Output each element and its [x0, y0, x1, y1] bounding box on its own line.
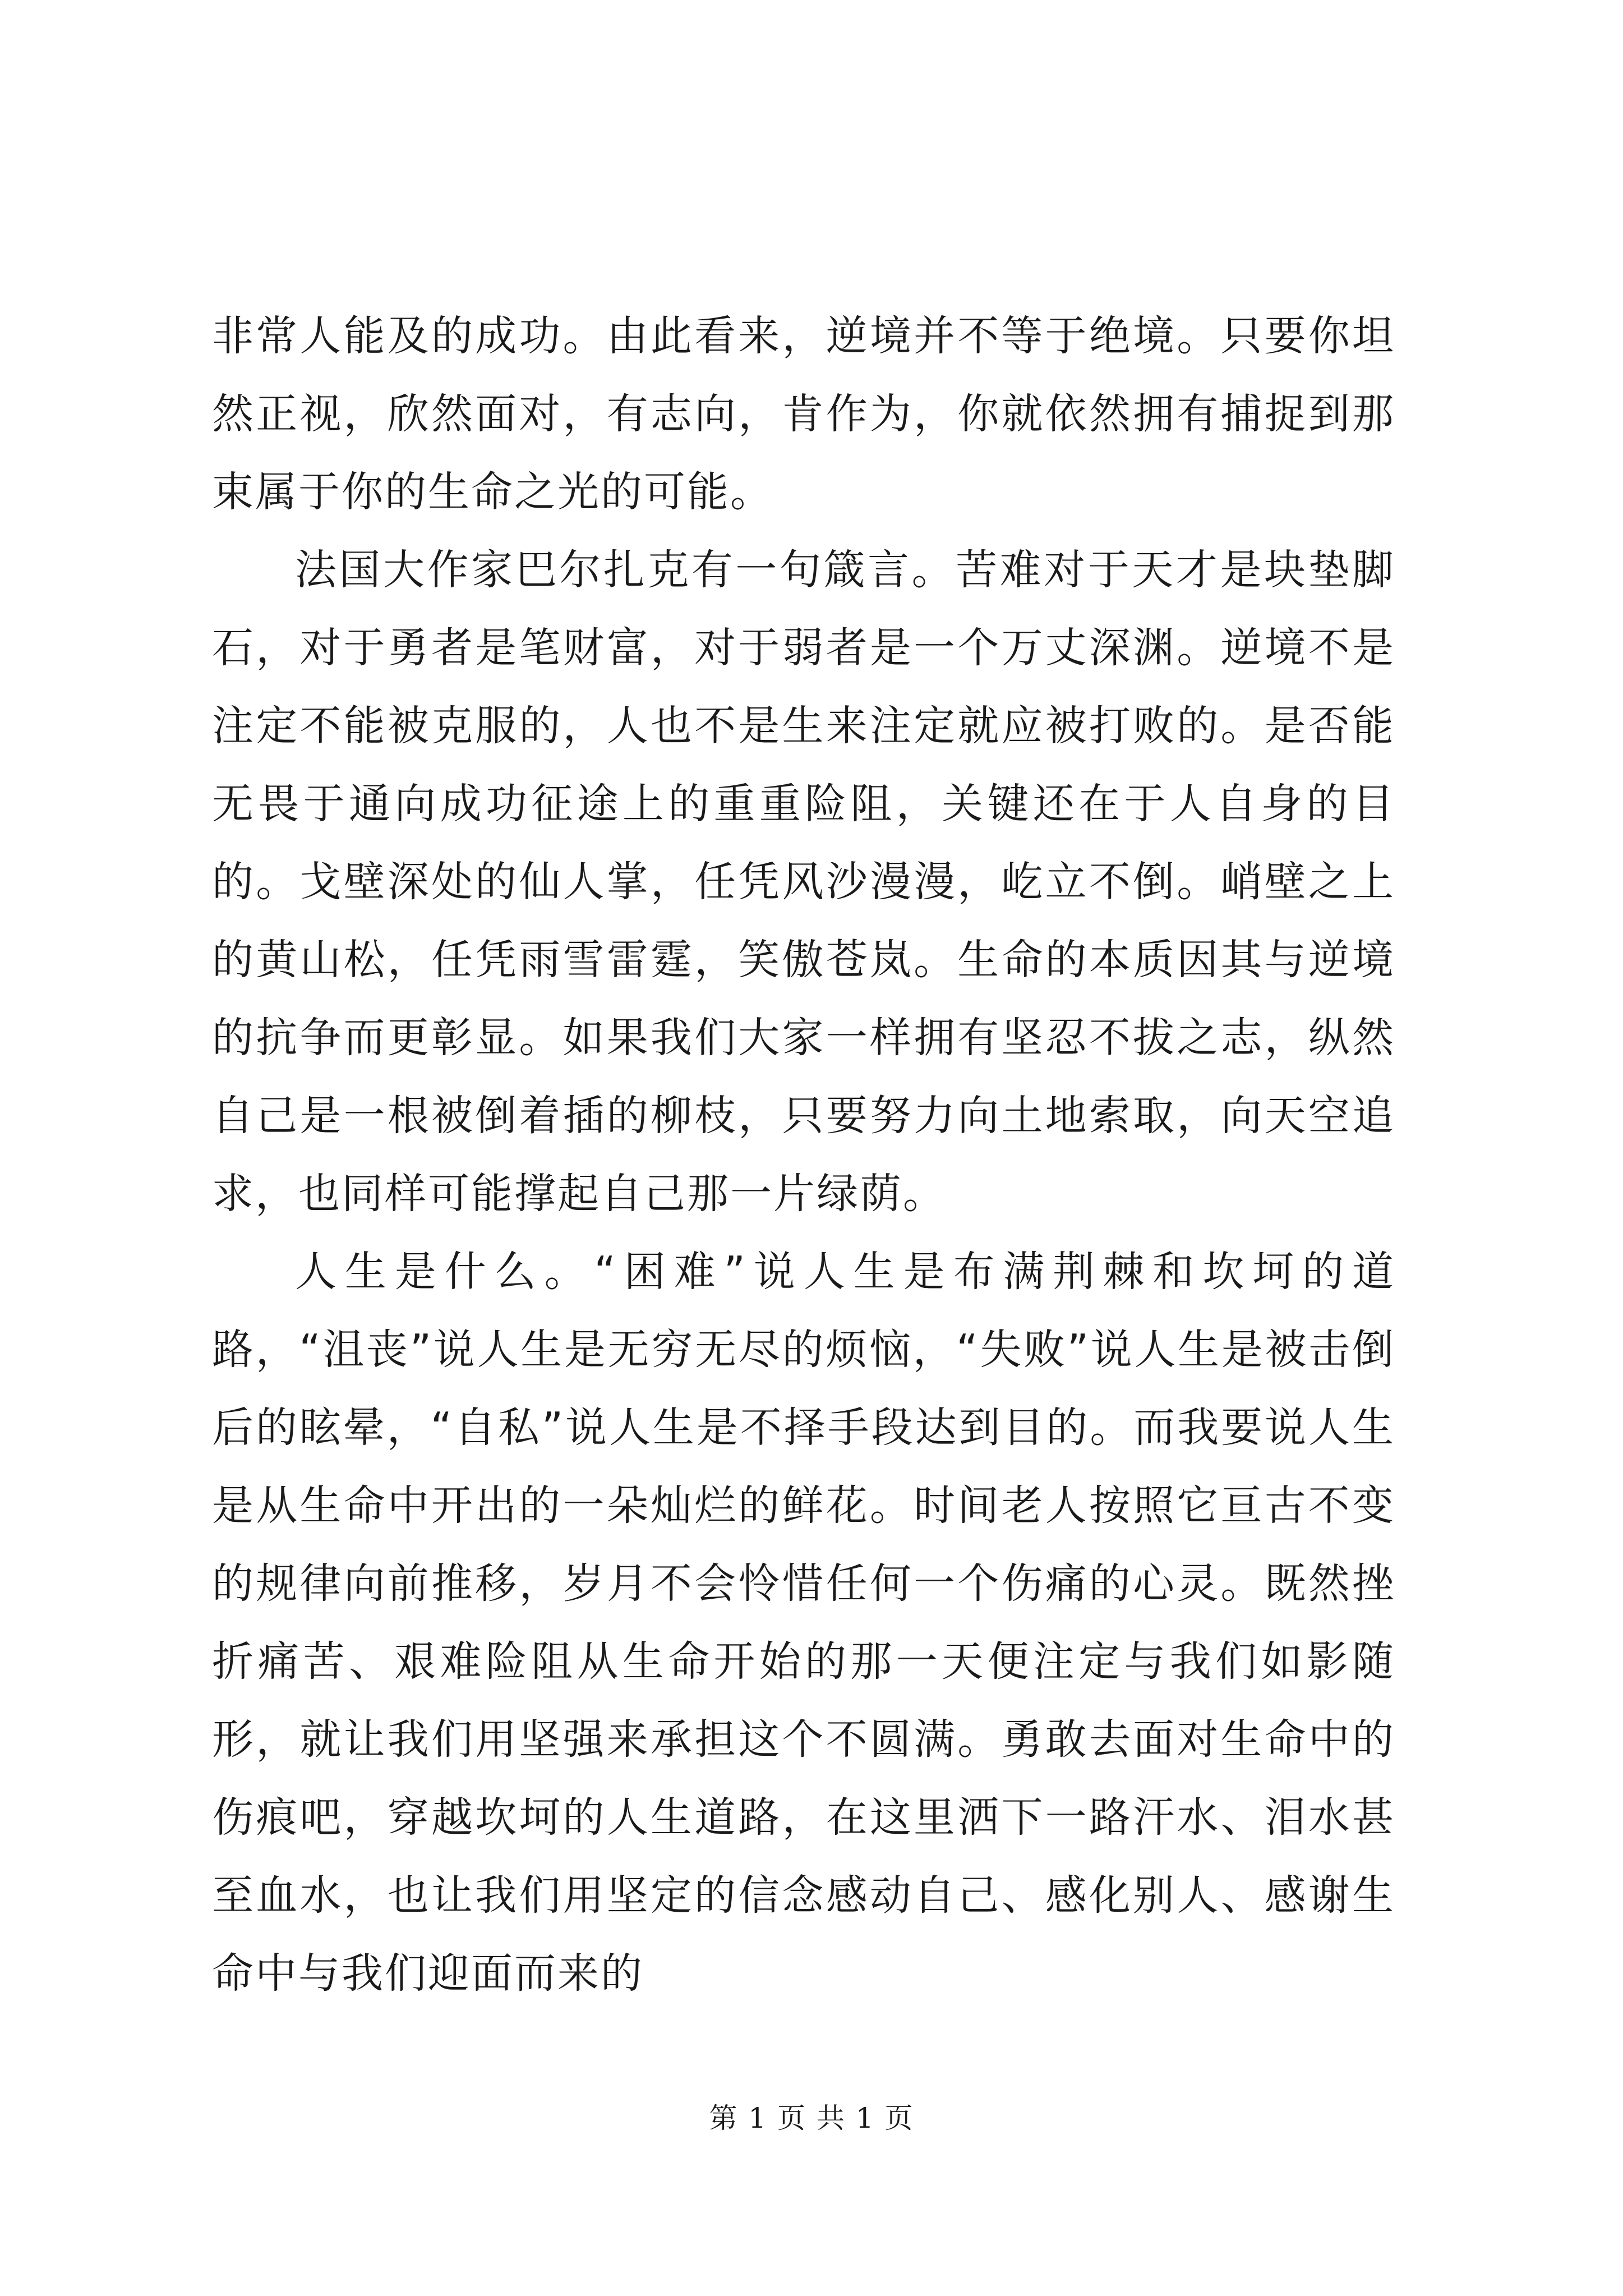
- paragraph-2: 法国大作家巴尔扎克有一句箴言。苦难对于天才是块垫脚石，对于勇者是笔财富，对于弱者是一个万丈深渊。逆境不是注定不能被克服的，人也不是生来注定就应被打败的。是否能无畏于通向成功征途上的重重险阻，关键还在于人自身的目的。戈壁深处的仙人掌，任凭风沙漫漫，屹立不倒。峭壁之上的黄山松，任凭雨雪雷霆，笑傲苍岚。生命的本质因其与逆境的抗争而更彰显。如果我们大家一样拥有坚忍不拔之志，纵然自己是一根被倒着插的柳枝，只要努力向土地索取，向天空追求，也同样可能撑起自己那一片绿荫。: [212, 546, 1395, 1218]
- page-footer: 第 1 页 共 1 页: [709, 2102, 914, 2134]
- paragraph-1: 非常人能及的成功。由此看来，逆境并不等于绝境。只要你坦然正视，欣然面对，有志向，肯作为，你就依然拥有捕捉到那束属于你的生命之光的可能。: [212, 312, 1395, 516]
- paragraph-3: 人生是什么。“困难”说人生是布满荆棘和坎坷的道路，“沮丧”说人生是无穷无尽的烦恼，“失败”说人生是被击倒后的眩晕，“自私”说人生是不择手段达到目的。而我要说人生是从生命中开出的一朵灿烂的鲜花。时间老人按照它亘古不变的规律向前推移，岁月不会怜惜任何一个伤痛的心灵。既然挫折痛苦、艰难险阻从生命开始的那一天便注定与我们如影随形，就让我们用坚强来承担这个不圆满。勇敢去面对生命中的伤痕吧，穿越坎坷的人生道路，在这里洒下一路汗水、泪水甚至血水，也让我们用坚定的信念感动自己、感化别人、感谢生命中与我们迎面而来的: [212, 1248, 1395, 1998]
- document-body: [212, 297, 1395, 2013]
